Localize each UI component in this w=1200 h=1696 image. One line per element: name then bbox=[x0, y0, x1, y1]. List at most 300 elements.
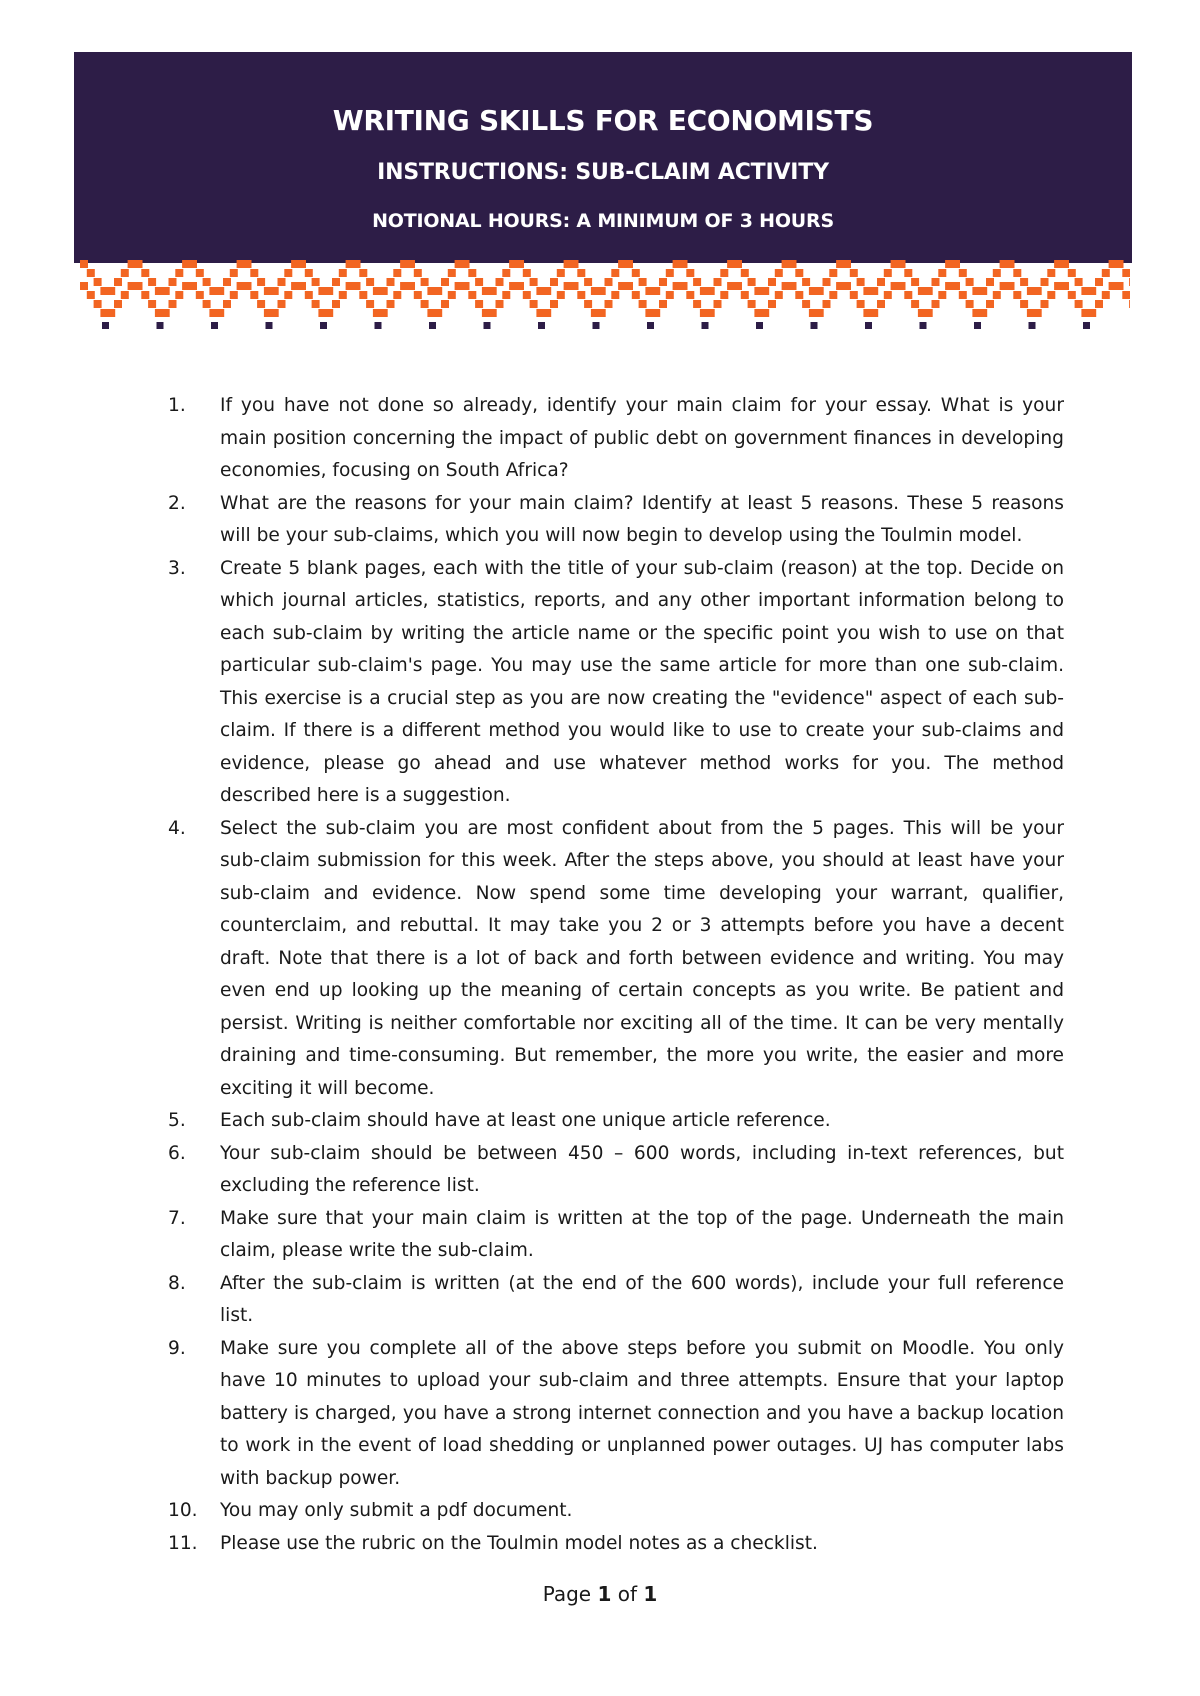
pattern-square bbox=[1122, 269, 1130, 277]
pattern-square bbox=[680, 260, 688, 268]
pattern-square bbox=[509, 282, 517, 290]
pattern-square bbox=[673, 260, 681, 268]
pattern-square bbox=[952, 282, 960, 290]
pattern-square bbox=[911, 278, 919, 286]
pattern-square bbox=[748, 300, 756, 308]
pattern-dot bbox=[865, 322, 872, 329]
pattern-square bbox=[257, 278, 265, 286]
pattern-square bbox=[1041, 278, 1049, 286]
pattern-square bbox=[182, 282, 190, 290]
pattern-square bbox=[380, 309, 388, 317]
pattern-square bbox=[577, 269, 585, 277]
pattern-square bbox=[203, 278, 211, 286]
pattern-square bbox=[366, 278, 374, 286]
pattern-square bbox=[993, 269, 1001, 277]
pattern-square bbox=[1116, 282, 1124, 290]
pattern-square bbox=[189, 282, 197, 290]
pattern-square bbox=[128, 282, 136, 290]
pattern-square bbox=[598, 309, 606, 317]
pattern-square bbox=[782, 260, 790, 268]
pattern-square bbox=[373, 309, 381, 317]
page-total: 1 bbox=[643, 1582, 658, 1606]
pattern-square bbox=[162, 287, 170, 295]
pattern-square bbox=[114, 300, 122, 308]
instruction-item bbox=[168, 1268, 1064, 1333]
pattern-square bbox=[1047, 291, 1055, 299]
pattern-square bbox=[625, 260, 633, 268]
instructions-list bbox=[168, 390, 1064, 1560]
pattern-square bbox=[761, 309, 769, 317]
pattern-square bbox=[632, 269, 640, 277]
pattern-square bbox=[707, 287, 715, 295]
pattern-square bbox=[823, 300, 831, 308]
pattern-square bbox=[325, 309, 333, 317]
pattern-square bbox=[400, 260, 408, 268]
pattern-square bbox=[870, 309, 878, 317]
pattern-square bbox=[829, 291, 837, 299]
pattern-square bbox=[986, 300, 994, 308]
pattern-square bbox=[523, 291, 531, 299]
pattern-square bbox=[1075, 278, 1083, 286]
instruction-text: Make sure you complete all of the above steps before you submit on Moodle. You only have 10 minutes to upload your sub-claim and three attempts. Ensure that your laptop battery is charged, you have a strong internet connection and you have a backup location to work in the event of load shedding or unplanned power outages. UJ has computer labs with backup power. bbox=[220, 1337, 1064, 1489]
instruction-item bbox=[168, 813, 1064, 1106]
pattern-square bbox=[80, 260, 88, 268]
pattern-square bbox=[128, 260, 136, 268]
instruction-text: Please use the rubric on the Toulmin model notes as a checklist. bbox=[220, 1532, 818, 1554]
pattern-square bbox=[1054, 282, 1062, 290]
pattern-square bbox=[387, 278, 395, 286]
pattern-square bbox=[884, 291, 892, 299]
instruction-text: Select the sub-claim you are most confident about from the 5 pages. This will be your sub-claim submission for this week. After the steps above, you should at least have your sub-claim and evidence. Now spend some time developing your warrant, qualifier, counterclaim, and rebuttal. It may take you 2 or 3 attempts before you have a decent draft. Note that there is a lot of back and forth between evidence and writing. You may even end up looking up the meaning of certain concepts as you write. Be patient and persist. Writing is neither comfortable nor exciting all of the time. It can be very mentally draining and time-consuming. But remember, the more you write, the easier and more exciting it will become. bbox=[220, 817, 1064, 1099]
pattern-square bbox=[346, 260, 354, 268]
instruction-text: Your sub-claim should be between 450 – 600 words, including in-text references, but excluding the reference list. bbox=[220, 1142, 1064, 1196]
pattern-square bbox=[448, 269, 456, 277]
pattern-square bbox=[768, 278, 776, 286]
pattern-square bbox=[898, 282, 906, 290]
pattern-square bbox=[714, 278, 722, 286]
pattern-square bbox=[564, 282, 572, 290]
pattern-square bbox=[94, 278, 102, 286]
pattern-square bbox=[141, 291, 149, 299]
instruction-item bbox=[168, 553, 1064, 813]
pattern-square bbox=[938, 269, 946, 277]
pattern-square bbox=[196, 269, 204, 277]
pattern-square bbox=[237, 260, 245, 268]
notional-hours: NOTIONAL HOURS: A MINIMUM OF 3 HOURS bbox=[372, 210, 834, 232]
pattern-square bbox=[284, 269, 292, 277]
pattern-square bbox=[271, 309, 279, 317]
pattern-square bbox=[407, 282, 415, 290]
pattern-square bbox=[502, 269, 510, 277]
pattern-square bbox=[1095, 278, 1103, 286]
pattern-square bbox=[496, 300, 504, 308]
pattern-square bbox=[135, 282, 143, 290]
instruction-number: 1. bbox=[168, 395, 186, 416]
pattern-square bbox=[891, 282, 899, 290]
pattern-square bbox=[611, 291, 619, 299]
pattern-square bbox=[278, 300, 286, 308]
pattern-square bbox=[775, 269, 783, 277]
instruction-text: After the sub-claim is written (at the end of the 600 words), include your full reference list. bbox=[220, 1272, 1064, 1326]
pattern-square bbox=[482, 287, 490, 295]
pattern-square bbox=[639, 300, 647, 308]
pattern-square bbox=[346, 282, 354, 290]
pattern-square bbox=[223, 278, 231, 286]
pattern-dot bbox=[756, 322, 763, 329]
pattern-square bbox=[216, 309, 224, 317]
page-footer bbox=[0, 1582, 1200, 1606]
instruction-item bbox=[168, 1138, 1064, 1203]
pattern-square bbox=[686, 291, 694, 299]
pattern-square bbox=[318, 287, 326, 295]
pattern-square bbox=[87, 269, 95, 277]
pattern-dot bbox=[320, 322, 327, 329]
pattern-square bbox=[857, 300, 865, 308]
instruction-number: 8. bbox=[168, 1272, 186, 1294]
pattern-square bbox=[373, 287, 381, 295]
pattern-square bbox=[516, 260, 524, 268]
pattern-dot bbox=[538, 322, 545, 329]
instruction-text: You may only submit a pdf document. bbox=[220, 1500, 573, 1521]
pattern-square bbox=[727, 282, 735, 290]
pattern-square bbox=[734, 260, 742, 268]
pattern-dot bbox=[1029, 322, 1036, 329]
pattern-square bbox=[257, 300, 265, 308]
pattern-square bbox=[959, 291, 967, 299]
pattern-dot bbox=[1083, 322, 1090, 329]
pattern-square bbox=[707, 309, 715, 317]
pattern-dot bbox=[211, 322, 218, 329]
pattern-dot bbox=[920, 322, 927, 329]
pattern-square bbox=[652, 287, 660, 295]
pattern-square bbox=[543, 309, 551, 317]
pattern-square bbox=[318, 309, 326, 317]
pattern-square bbox=[680, 282, 688, 290]
pattern-square bbox=[734, 282, 742, 290]
pattern-square bbox=[189, 260, 197, 268]
pattern-square bbox=[414, 291, 422, 299]
pattern-square bbox=[1109, 260, 1117, 268]
pattern-square bbox=[455, 282, 463, 290]
pattern-square bbox=[441, 278, 449, 286]
pattern-square bbox=[557, 291, 565, 299]
pattern-square bbox=[1129, 278, 1130, 286]
pattern-square bbox=[468, 269, 476, 277]
pattern-dot bbox=[375, 322, 382, 329]
pattern-square bbox=[802, 278, 810, 286]
instruction-number: 11. bbox=[168, 1532, 198, 1554]
pattern-dot bbox=[647, 322, 654, 329]
instruction-number: 2. bbox=[168, 492, 186, 514]
pattern-square bbox=[175, 269, 183, 277]
pattern-square bbox=[782, 282, 790, 290]
pattern-square bbox=[611, 269, 619, 277]
pattern-square bbox=[925, 309, 933, 317]
instruction-number: 9. bbox=[168, 1337, 186, 1359]
pattern-square bbox=[1013, 269, 1021, 277]
pattern-square bbox=[727, 260, 735, 268]
pattern-square bbox=[169, 278, 177, 286]
pattern-square bbox=[271, 287, 279, 295]
document-title: WRITING SKILLS FOR ECONOMISTS bbox=[332, 104, 874, 137]
pattern-square bbox=[1109, 282, 1117, 290]
pattern-square bbox=[843, 260, 851, 268]
pattern-square bbox=[659, 278, 667, 286]
pattern-square bbox=[741, 269, 749, 277]
pattern-square bbox=[911, 300, 919, 308]
pattern-square bbox=[244, 260, 252, 268]
pattern-square bbox=[339, 291, 347, 299]
pattern-square bbox=[714, 300, 722, 308]
pattern-square bbox=[502, 291, 510, 299]
page-number: 1 bbox=[597, 1582, 612, 1606]
pattern-square bbox=[966, 278, 974, 286]
pattern-square bbox=[1102, 291, 1110, 299]
pattern-square bbox=[748, 278, 756, 286]
pattern-square bbox=[693, 300, 701, 308]
pattern-square bbox=[932, 300, 940, 308]
pattern-square bbox=[216, 287, 224, 295]
pattern-dot bbox=[157, 322, 164, 329]
pattern-square bbox=[141, 269, 149, 277]
pattern-square bbox=[1075, 300, 1083, 308]
pattern-dot bbox=[266, 322, 273, 329]
pattern-square bbox=[298, 282, 306, 290]
pattern-square bbox=[884, 269, 892, 277]
instruction-item bbox=[168, 488, 1064, 553]
pattern-square bbox=[1013, 291, 1021, 299]
pattern-square bbox=[244, 282, 252, 290]
pattern-square bbox=[250, 269, 258, 277]
instruction-number: 6. bbox=[168, 1142, 186, 1164]
pattern-square bbox=[230, 291, 238, 299]
pattern-square bbox=[468, 291, 476, 299]
instruction-item bbox=[168, 1333, 1064, 1496]
pattern-square bbox=[666, 291, 674, 299]
pattern-square bbox=[584, 278, 592, 286]
pattern-square bbox=[353, 282, 361, 290]
pattern-square bbox=[639, 278, 647, 286]
pattern-square bbox=[1061, 260, 1069, 268]
pattern-square bbox=[1068, 269, 1076, 277]
pattern-dot bbox=[593, 322, 600, 329]
pattern-square bbox=[571, 282, 579, 290]
pattern-square bbox=[1020, 278, 1028, 286]
instruction-number: 4. bbox=[168, 817, 186, 839]
pattern-square bbox=[550, 300, 558, 308]
pattern-square bbox=[264, 287, 272, 295]
instruction-number: 10. bbox=[168, 1500, 198, 1521]
pattern-square bbox=[407, 260, 415, 268]
page-word: Page bbox=[542, 1582, 592, 1606]
pattern-square bbox=[823, 278, 831, 286]
pattern-square bbox=[427, 287, 435, 295]
pattern-square bbox=[305, 269, 313, 277]
pattern-square bbox=[959, 269, 967, 277]
pattern-square bbox=[966, 300, 974, 308]
pattern-square bbox=[305, 291, 313, 299]
pattern-square bbox=[945, 260, 953, 268]
pattern-dot bbox=[702, 322, 709, 329]
pattern-square bbox=[223, 300, 231, 308]
pattern-square bbox=[332, 300, 340, 308]
pattern-square bbox=[264, 309, 272, 317]
instruction-item bbox=[168, 390, 1064, 488]
pattern-square bbox=[325, 287, 333, 295]
pattern-square bbox=[673, 282, 681, 290]
pattern-square bbox=[850, 291, 858, 299]
pattern-square bbox=[291, 282, 299, 290]
instruction-text: Make sure that your main claim is written at the top of the page. Underneath the main claim, please write the sub-claim. bbox=[220, 1207, 1064, 1261]
pattern-square bbox=[530, 278, 538, 286]
pattern-square bbox=[932, 278, 940, 286]
pattern-square bbox=[107, 287, 115, 295]
instruction-item bbox=[168, 1495, 1064, 1528]
instruction-item bbox=[168, 1203, 1064, 1268]
pattern-square bbox=[904, 291, 912, 299]
pattern-square bbox=[652, 309, 660, 317]
pattern-square bbox=[1102, 269, 1110, 277]
pattern-square bbox=[1000, 260, 1008, 268]
pattern-dot bbox=[811, 322, 818, 329]
pattern-square bbox=[496, 278, 504, 286]
pattern-square bbox=[462, 260, 470, 268]
pattern-square bbox=[1095, 300, 1103, 308]
pattern-square bbox=[857, 278, 865, 286]
instruction-item bbox=[168, 1528, 1064, 1561]
pattern-square bbox=[278, 278, 286, 286]
pattern-square bbox=[94, 300, 102, 308]
pattern-square bbox=[421, 278, 429, 286]
pattern-square bbox=[441, 300, 449, 308]
pattern-square bbox=[870, 287, 878, 295]
pattern-square bbox=[475, 300, 483, 308]
pattern-square bbox=[482, 309, 490, 317]
pattern-square bbox=[795, 291, 803, 299]
pattern-square bbox=[121, 291, 129, 299]
pattern-square bbox=[938, 291, 946, 299]
pattern-square bbox=[741, 291, 749, 299]
pattern-square bbox=[400, 282, 408, 290]
pattern-square bbox=[523, 269, 531, 277]
pattern-square bbox=[455, 260, 463, 268]
instruction-text: Each sub-claim should have at least one unique article reference. bbox=[220, 1110, 831, 1131]
pattern-square bbox=[475, 278, 483, 286]
pattern-square bbox=[1020, 300, 1028, 308]
pattern-square bbox=[530, 300, 538, 308]
pattern-square bbox=[952, 260, 960, 268]
pattern-square bbox=[979, 309, 987, 317]
pattern-square bbox=[816, 287, 824, 295]
pattern-square bbox=[686, 269, 694, 277]
pattern-dot bbox=[484, 322, 491, 329]
pattern-square bbox=[250, 291, 258, 299]
pattern-square bbox=[557, 269, 565, 277]
pattern-square bbox=[312, 278, 320, 286]
pattern-square bbox=[564, 260, 572, 268]
of-word: of bbox=[617, 1582, 638, 1606]
pattern-square bbox=[891, 260, 899, 268]
instruction-text: If you have not done so already, identify your main claim for your essay. What is your main position concerning the impact of public debt on government finances in developing economies, focusing on South Africa? bbox=[220, 395, 1064, 481]
instruction-number: 7. bbox=[168, 1207, 186, 1229]
pattern-square bbox=[1041, 300, 1049, 308]
pattern-square bbox=[196, 291, 204, 299]
pattern-square bbox=[284, 291, 292, 299]
pattern-square bbox=[775, 291, 783, 299]
pattern-square bbox=[693, 278, 701, 286]
pattern-square bbox=[312, 300, 320, 308]
pattern-square bbox=[550, 278, 558, 286]
pattern-square bbox=[1034, 309, 1042, 317]
pattern-square bbox=[877, 278, 885, 286]
pattern-square bbox=[489, 287, 497, 295]
pattern-square bbox=[414, 269, 422, 277]
pattern-square bbox=[1116, 260, 1124, 268]
instruction-number: 5. bbox=[168, 1110, 186, 1131]
pattern-square bbox=[434, 309, 442, 317]
pattern-square bbox=[1047, 269, 1055, 277]
pattern-square bbox=[1088, 287, 1096, 295]
pattern-square bbox=[979, 287, 987, 295]
pattern-square bbox=[162, 309, 170, 317]
pattern-square bbox=[237, 282, 245, 290]
pattern-square bbox=[1034, 287, 1042, 295]
pattern-square bbox=[114, 278, 122, 286]
pattern-square bbox=[789, 260, 797, 268]
pattern-square bbox=[877, 300, 885, 308]
pattern-square bbox=[904, 269, 912, 277]
pattern-square bbox=[543, 287, 551, 295]
pattern-square bbox=[625, 282, 633, 290]
pattern-square bbox=[169, 300, 177, 308]
pattern-dot bbox=[102, 322, 109, 329]
pattern-square bbox=[659, 300, 667, 308]
pattern-square bbox=[509, 260, 517, 268]
pattern-square bbox=[427, 309, 435, 317]
pattern-square bbox=[107, 309, 115, 317]
pattern-square bbox=[925, 287, 933, 295]
pattern-square bbox=[291, 260, 299, 268]
pattern-square bbox=[836, 260, 844, 268]
pattern-square bbox=[1122, 291, 1130, 299]
pattern-square bbox=[339, 269, 347, 277]
pattern-square bbox=[1088, 309, 1096, 317]
pattern-square bbox=[816, 309, 824, 317]
pattern-square bbox=[898, 260, 906, 268]
pattern-square bbox=[618, 260, 626, 268]
pattern-square bbox=[1054, 260, 1062, 268]
instruction-text: What are the reasons for your main claim? Identify at least 5 reasons. These 5 reasons will be your sub-claims, which you will now begin to develop using the Toulmin model. bbox=[220, 492, 1064, 546]
pattern-dot bbox=[974, 322, 981, 329]
decorative-zigzag-pattern bbox=[80, 260, 1130, 332]
header-banner bbox=[74, 52, 1132, 263]
pattern-square bbox=[584, 300, 592, 308]
pattern-square bbox=[598, 287, 606, 295]
pattern-square bbox=[1061, 282, 1069, 290]
pattern-square bbox=[421, 300, 429, 308]
instruction-item bbox=[168, 1105, 1064, 1138]
pattern-square bbox=[618, 282, 626, 290]
pattern-dot bbox=[429, 322, 436, 329]
pattern-square bbox=[802, 300, 810, 308]
pattern-square bbox=[80, 282, 88, 290]
pattern-square bbox=[448, 291, 456, 299]
pattern-square bbox=[393, 269, 401, 277]
pattern-square bbox=[332, 278, 340, 286]
pattern-square bbox=[121, 269, 129, 277]
pattern-square bbox=[829, 269, 837, 277]
pattern-square bbox=[720, 269, 728, 277]
